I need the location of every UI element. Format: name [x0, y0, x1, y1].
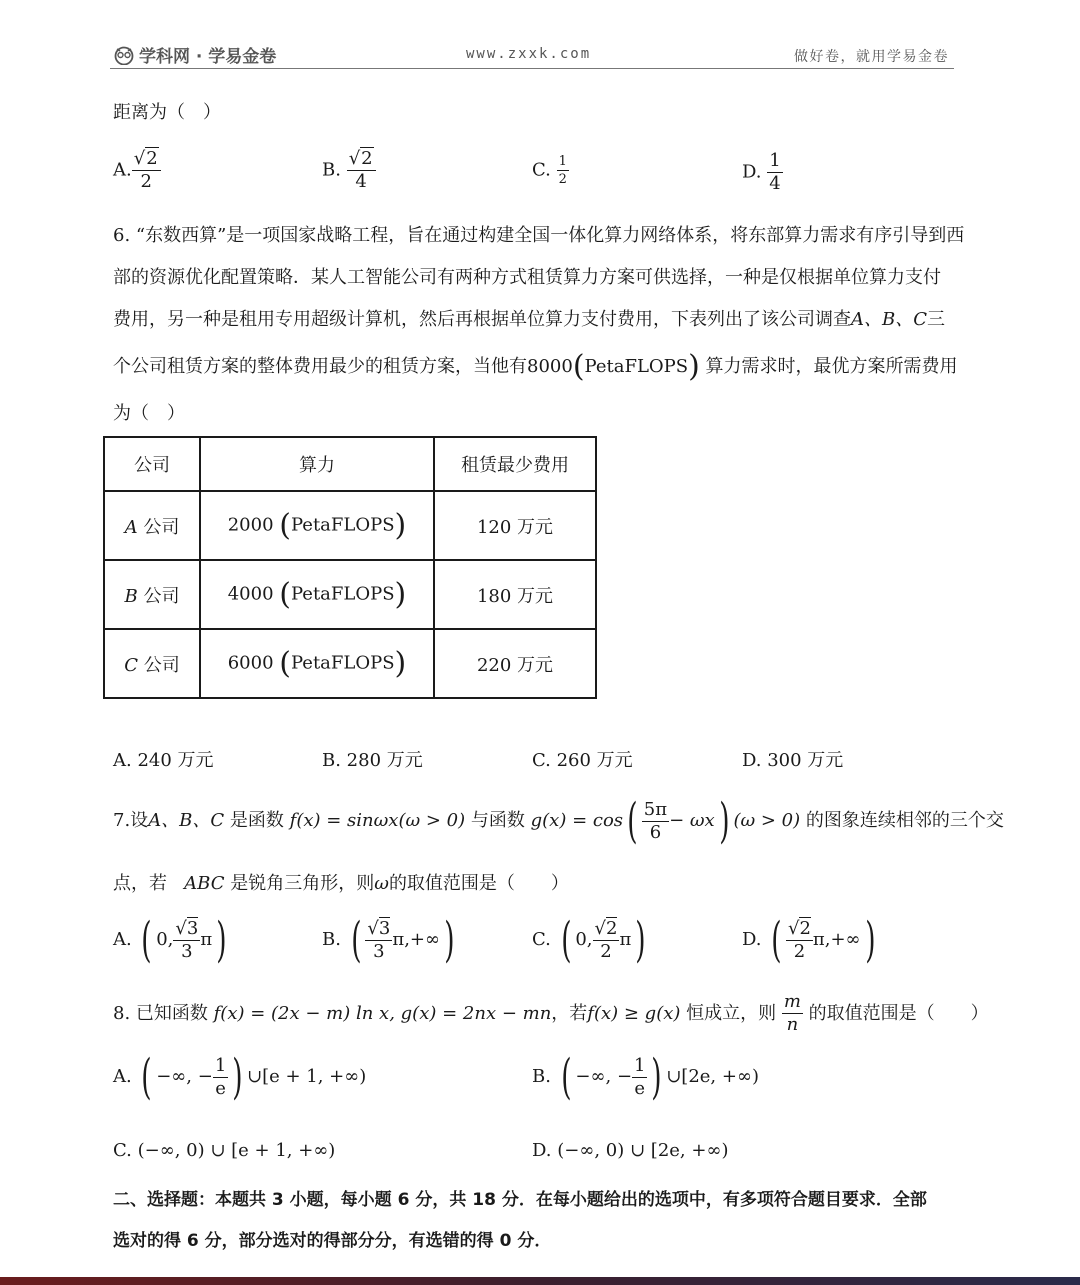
table-cell-power: 4000 (PetaFLOPS) — [200, 560, 434, 629]
table-header-cell: 算力 — [200, 437, 434, 491]
q8-stem: 8. 已知函数 f(x) = (2x − m) ln x, g(x) = 2nx − mn ，若 f(x) ≥ g(x) 恒成立，则 $\frac{m}{n}$ 的取值范围是（ ） — [113, 991, 989, 1035]
q6-line-3: 费用，另一种是租用专用超级计算机，然后再根据单位算力支付费用，下表列出了该公司调查A、B、C三 — [113, 309, 945, 330]
q6-option-c: C. 260 万元 — [532, 750, 633, 771]
table-row — [104, 560, 596, 629]
table-cell-cost: 220 万元 — [434, 629, 596, 698]
table-header-cell: 公司 — [104, 437, 200, 491]
header-divider — [110, 68, 954, 69]
q6-option-a: A. 240 万元 — [113, 750, 214, 771]
q5-option-b: B. $\frac{√2}{4}$ — [322, 150, 376, 191]
q7-option-c: C. ( 0, $\frac{√2}{2}$ π ) — [532, 912, 646, 968]
q7-option-b: B. ( $\frac{√3}{3}$ π,+∞ ) — [322, 912, 455, 968]
q5-option-a: A. $\frac{√2}{2}$ — [113, 150, 161, 191]
q8-option-b: B. ( −∞, − $\frac{1}{e}$ ) ∪[2e, +∞) — [532, 1049, 759, 1105]
q8-option-d: D. (−∞, 0) ∪ [2e, +∞) — [532, 1140, 729, 1161]
table-header-row — [104, 437, 596, 491]
table-cell-company: C 公司 — [104, 629, 200, 698]
section2-line-1: 二、选择题：本题共 3 小题，每小题 6 分，共 18 分．在每小题给出的选项中，有多项符合题目要求．全部 — [113, 1190, 927, 1210]
q6-table — [103, 436, 597, 699]
q5-stem-tail: 距离为（ ） — [113, 102, 221, 123]
table-row — [104, 629, 596, 698]
q6-option-b: B. 280 万元 — [322, 750, 423, 771]
footer-bar — [0, 1277, 1080, 1285]
q8-option-c: C. (−∞, 0) ∪ [e + 1, +∞) — [113, 1140, 336, 1161]
q7-line-1: 7.设 A、B、C 是函数 f(x) = sinωx(ω > 0) 与函数 g(x) = cos ( $\frac{5\pi}{6}$ − ωx ) (ω > 0) 的图象连续相邻的三个交 — [113, 793, 1004, 849]
table-cell-cost: 180 万元 — [434, 560, 596, 629]
table-cell-company: B 公司 — [104, 560, 200, 629]
table-row — [104, 491, 596, 560]
table-cell-cost: 120 万元 — [434, 491, 596, 560]
q7-line-2: 点，若 ABC 是锐角三角形，则ω的取值范围是（ ） — [113, 873, 569, 894]
table-cell-company: A 公司 — [104, 491, 200, 560]
q6-line-5: 为（ ） — [113, 403, 185, 424]
logo-text: 学科网 · 学易金卷 — [139, 47, 277, 67]
q5-option-d: D. $\frac{1}{4}$ — [742, 150, 781, 194]
header-url[interactable]: www.zxxk.com — [466, 46, 592, 62]
q6-line-4: 个公司租赁方案的整体费用最少的租赁方案，当他有8000(PetaFLOPS) 算力需求时，最优方案所需费用 — [113, 349, 958, 384]
header-logo — [113, 42, 276, 67]
q7-option-d: D. ( $\frac{√2}{2}$ π,+∞ ) — [742, 912, 876, 968]
q8-option-a: A. ( −∞, − $\frac{1}{e}$ ) ∪[e + 1, +∞) — [113, 1049, 367, 1105]
q6-line-1: 6. “东数西算”是一项国家战略工程，旨在通过构建全国一体化算力网络体系，将东部算力需求有序引导到西 — [113, 225, 965, 246]
q6-option-d: D. 300 万元 — [742, 750, 844, 771]
table-cell-power: 2000 (PetaFLOPS) — [200, 491, 434, 560]
q6-line-2: 部的资源优化配置策略．某人工智能公司有两种方式租赁算力方案可供选择，一种是仅根据单位算力支付 — [113, 267, 941, 288]
section2-line-2: 选对的得 6 分，部分选对的得部分分，有选错的得 0 分． — [113, 1231, 552, 1251]
table-header-cell: 租赁最少费用 — [434, 437, 596, 491]
owl-logo-icon — [113, 45, 135, 65]
header-slogan: 做好卷，就用学易金卷 — [794, 49, 949, 65]
q7-option-a: A. ( 0, $\frac{√3}{3}$ π ) — [113, 912, 227, 968]
table-cell-power: 6000 (PetaFLOPS) — [200, 629, 434, 698]
q5-option-c: C. $\frac{1}{2}$ — [532, 154, 567, 187]
